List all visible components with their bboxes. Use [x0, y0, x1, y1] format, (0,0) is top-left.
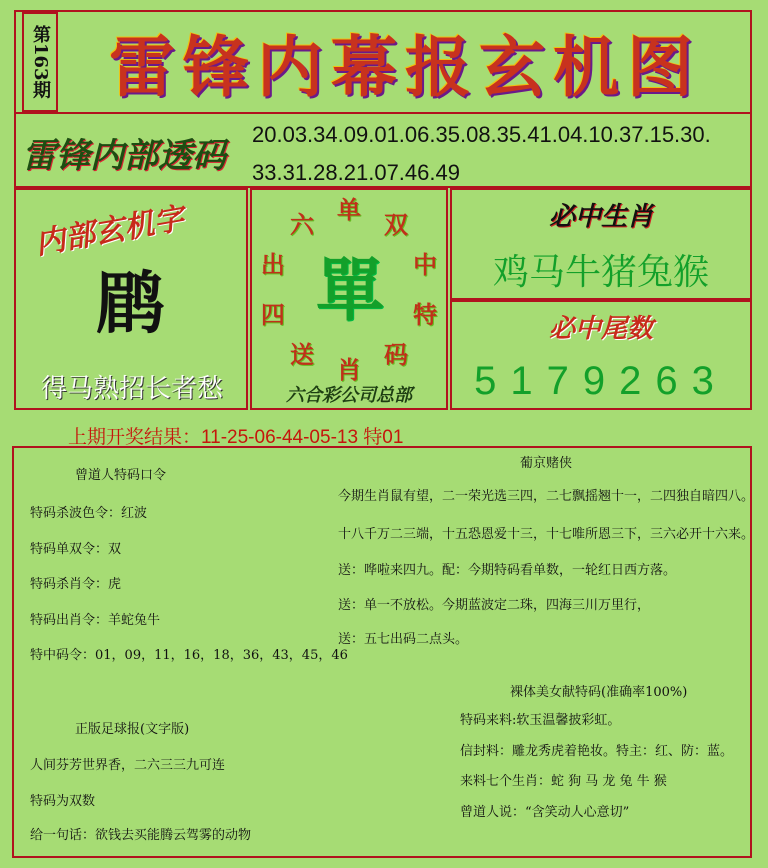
- ring-char: 肖: [337, 355, 361, 384]
- left-line-6: 人间芬芳世界香，二六三三九可连: [30, 758, 226, 773]
- ring-char: 码: [384, 339, 409, 369]
- right-line-1: 今期生肖鼠有望，二一荣光选三四，二七飘摇翘十一，二四独自暗四八。: [338, 489, 755, 504]
- left-line-1: 特码杀波色令：红波: [30, 506, 148, 521]
- inside-numbers: [252, 116, 752, 192]
- right-line-8: 来料七个生肖：蛇 狗 马 龙 兔 牛 猴: [460, 774, 667, 789]
- left-line-4: 特码出肖令：羊蛇兔牛: [30, 613, 161, 628]
- ring-char: 六: [289, 210, 314, 240]
- inside-label: 雷锋内部透码: [22, 136, 226, 176]
- last-result: 上期开奖结果：11-25-06-44-05-13 特01: [68, 427, 404, 448]
- right-line-6: 特码来料:软玉温馨披彩虹。: [460, 713, 621, 728]
- ring-char: 出: [260, 250, 285, 280]
- inside-numbers-line2: 33.31.28.21.07.46.49: [252, 160, 460, 185]
- tail-label: 必中尾数: [548, 313, 653, 344]
- left-line-5: 特中码令：01，09，11，16，18，36，43，45，46: [30, 648, 348, 663]
- ring-char: 送: [289, 339, 314, 369]
- left-line-2: 特码单双令：双: [30, 542, 122, 557]
- right-line-2: 十八千万二三端，十五恐恩爱十三，十七唯所恩三下，三六必开十六来。: [338, 527, 755, 542]
- ring-char: 四: [260, 299, 285, 329]
- right-line-5: 送：五七出码二点头。: [338, 632, 469, 647]
- left-line-3: 特码杀肖令：虎: [30, 577, 122, 592]
- inside-numbers-line1: 20.03.34.09.01.06.35.08.35.41.04.10.37.15.30.: [252, 122, 711, 147]
- right-line-7: 信封料：雕龙秀虎着艳妆。特主：红、防：蓝。: [460, 744, 734, 759]
- center-char: 單: [315, 250, 384, 331]
- right-heading-2: 裸体美女献特码(准确率100%): [510, 685, 688, 700]
- right-line-9: 曾道人说：“含笑动人心意切”: [460, 805, 630, 820]
- tail-values: 5179263: [474, 358, 728, 403]
- ring-char: 双: [384, 210, 409, 240]
- page-title: 雷锋内幕报玄机图: [109, 27, 701, 106]
- left-line-7: 特码为双数: [30, 794, 96, 809]
- left-line-8: 给一句话：欲钱去买能腾云驾雾的动物: [30, 828, 252, 843]
- company-label: 六合彩公司总部: [286, 385, 412, 406]
- left-heading-2: 正版足球报(文字版): [75, 722, 190, 737]
- right-heading-1: 葡京赌侠: [520, 456, 573, 471]
- zodiac-values: 鸡马牛猪兔猴: [492, 251, 709, 293]
- mystery-label: 内部玄机字: [32, 201, 187, 262]
- ring-char: 单: [337, 195, 361, 224]
- zodiac-label: 必中生肖: [548, 201, 653, 232]
- ring-char: 特: [413, 299, 438, 329]
- mystery-char: 鹛: [95, 263, 164, 344]
- issue-number: 第163期: [22, 12, 58, 112]
- right-line-4: 送：单一不放松。今期蓝波定二珠，四海三川万里行，: [338, 598, 651, 613]
- mystery-phrase: 得马熟招长者愁: [40, 373, 223, 404]
- left-heading-1: 曾道人特码口令: [75, 468, 167, 483]
- ring-char: 中: [413, 250, 438, 280]
- right-line-3: 送：哗啦来四九。配：今期特码看单数，一轮红日西方落。: [338, 563, 677, 578]
